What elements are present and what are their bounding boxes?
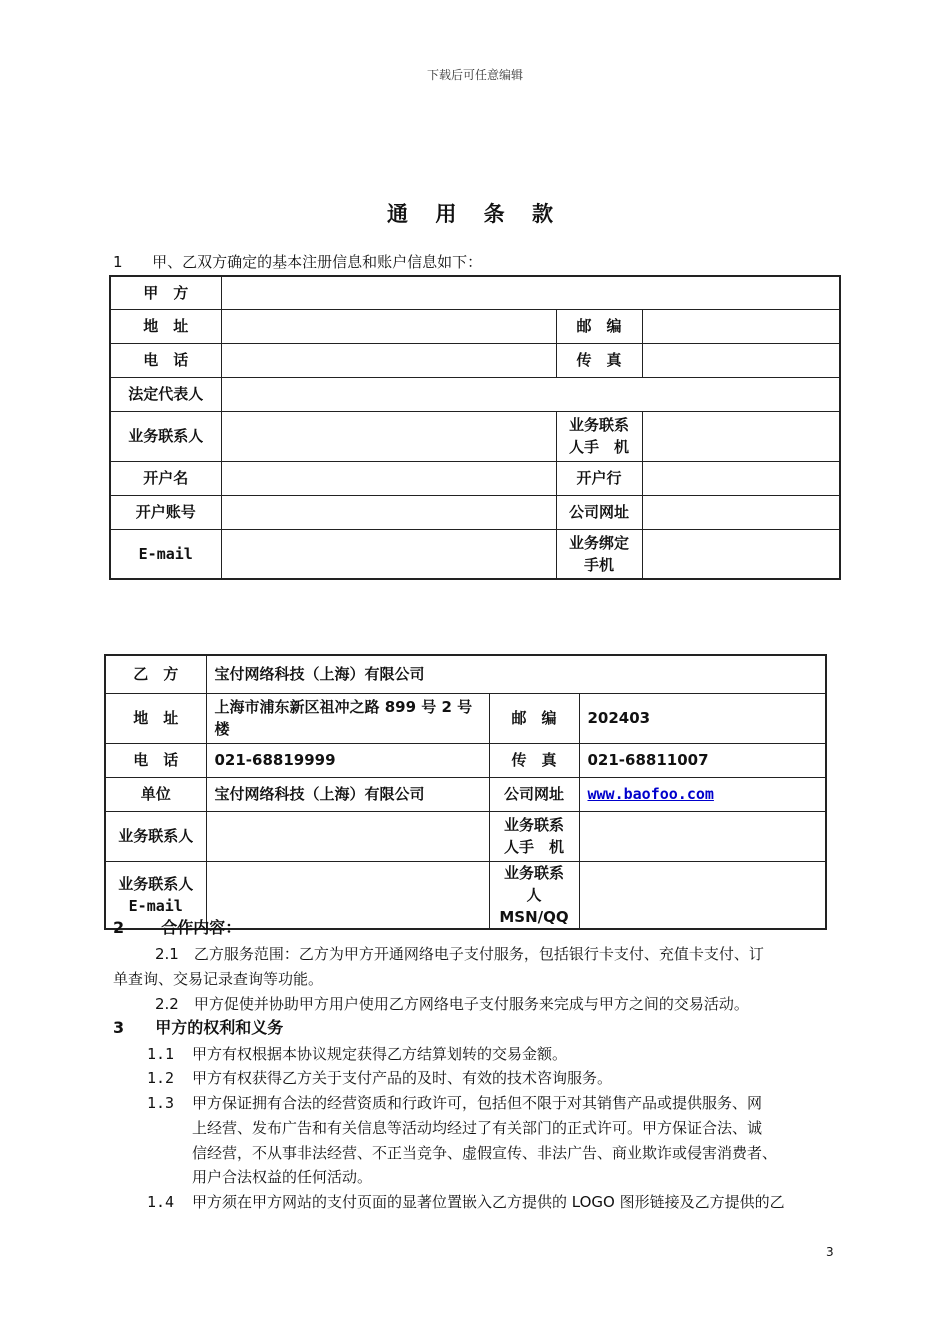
field-party-a[interactable] [221, 276, 840, 309]
label-bind-mobile [556, 529, 642, 579]
field-bind-mobile[interactable] [642, 529, 840, 579]
label-contact-mobile-b [489, 811, 579, 861]
section-2-number: 2 [113, 918, 125, 937]
section-1-number: 1 [113, 253, 123, 271]
label-unit-b: 单位 [105, 777, 206, 811]
label-contact-mobile-line2: 人手 机 [568, 438, 629, 456]
label-party-a: 甲 方 [110, 276, 221, 309]
label-website: 公司网址 [556, 495, 642, 529]
label-fax: 传 真 [556, 343, 642, 377]
field-contact-b[interactable] [206, 811, 489, 861]
page-title: 通 用 条 款 [387, 202, 563, 226]
clause-1-1 [147, 1044, 567, 1064]
party-b-info-table [104, 654, 827, 930]
value-phone-b: 021-68819999 [206, 743, 489, 777]
clause-1-2-text: 甲方有权获得乙方关于支付产品的及时、有效的技术咨询服务。 [192, 1069, 613, 1087]
field-contact-msn-b[interactable] [579, 861, 826, 929]
section-3-number: 3 [113, 1018, 125, 1037]
section-2-2: 2.2 甲方促使并协助甲方用户使用乙方网络电子支付服务来完成与甲方之间的交易活动。 [155, 995, 749, 1013]
clause-1-3-number: 1.3 [147, 1094, 175, 1112]
clause-1-1-number: 1.1 [147, 1045, 175, 1063]
label-contact-mobile [556, 411, 642, 461]
value-party-b: 宝付网络科技（上海）有限公司 [206, 655, 826, 693]
clause-1-2-number: 1.2 [147, 1069, 175, 1087]
field-fax[interactable] [642, 343, 840, 377]
value-unit-b: 宝付网络科技（上海）有限公司 [206, 777, 489, 811]
field-bank[interactable] [642, 461, 840, 495]
label-bind-mobile-line2: 手机 [583, 555, 614, 574]
field-contact-mobile[interactable] [642, 411, 840, 461]
label-account-name: 开户名 [110, 461, 221, 495]
label-bank: 开户行 [556, 461, 642, 495]
label-postcode: 邮 编 [556, 309, 642, 343]
value-fax-b: 021-68811007 [579, 743, 826, 777]
label-contact-msn-b-line1: 业务联系 [503, 863, 564, 882]
page-number: 3 [826, 1245, 834, 1259]
field-email[interactable] [221, 529, 556, 579]
clause-1-1-text: 甲方有权根据本协议规定获得乙方结算划转的交易金额。 [192, 1045, 568, 1063]
section-2-title: 合作内容： [161, 918, 242, 937]
label-contact-email-b-line2: E-mail [128, 896, 183, 915]
clause-1-3-line3: 信经营，不从事非法经营、不正当竞争、虚假宣传、非法广告、商业欺诈或侵害消费者、 [192, 1144, 778, 1162]
field-address[interactable] [221, 309, 556, 343]
clause-1-4 [147, 1192, 785, 1212]
field-contact-email-b[interactable] [206, 861, 489, 929]
value-address-b-line1: 上海市浦东新区祖冲之路 899 号 2 号 [214, 698, 473, 716]
label-address: 地 址 [110, 309, 221, 343]
label-address-b: 地 址 [105, 693, 206, 743]
page-header-note: 下载后可任意编辑 [426, 68, 523, 82]
field-phone[interactable] [221, 343, 556, 377]
value-website-b [579, 777, 826, 811]
clause-1-3 [147, 1093, 762, 1113]
label-contact-msn-b [489, 861, 579, 929]
label-contact-email-b-line1: 业务联系人 [118, 874, 194, 893]
label-contact-mobile-b-line2: 人手 机 [503, 838, 564, 856]
section-3-heading [113, 1018, 283, 1038]
value-address-b-line2: 楼 [214, 720, 230, 738]
field-postcode[interactable] [642, 309, 840, 343]
label-fax-b: 传 真 [489, 743, 579, 777]
label-contact-msn-b-line2: 人 MSN/QQ [499, 885, 569, 926]
label-contact-mobile-b-line1: 业务联系 [503, 816, 564, 834]
field-account-name[interactable] [221, 461, 556, 495]
label-contact-mobile-line1: 业务联系 [568, 416, 629, 434]
section-2-heading [113, 918, 241, 938]
section-2-1-line1: 2.1 乙方服务范围：乙方为甲方开通网络电子支付服务，包括银行卡支付、充值卡支付、订 [155, 945, 764, 963]
website-link[interactable]: www.baofoo.com [587, 785, 714, 803]
label-email: E-mail [110, 529, 221, 579]
field-legal-rep[interactable] [221, 377, 840, 411]
label-phone-b: 电 话 [105, 743, 206, 777]
section-3-title: 甲方的权利和义务 [155, 1018, 284, 1037]
field-website[interactable] [642, 495, 840, 529]
label-contact-b: 业务联系人 [105, 811, 206, 861]
field-account-no[interactable] [221, 495, 556, 529]
clause-1-2 [147, 1068, 612, 1088]
label-legal-rep: 法定代表人 [110, 377, 221, 411]
section-1 [113, 252, 482, 272]
value-postcode-b: 202403 [579, 693, 826, 743]
label-phone: 电 话 [110, 343, 221, 377]
clause-1-3-line1: 甲方保证拥有合法的经营资质和行政许可，包括但不限于对其销售产品或提供服务、网 [192, 1094, 763, 1112]
label-website-b: 公司网址 [489, 777, 579, 811]
clause-1-4-number: 1.4 [147, 1193, 175, 1211]
section-1-text: 甲、乙双方确定的基本注册信息和账户信息如下： [152, 253, 483, 271]
field-contact-mobile-b[interactable] [579, 811, 826, 861]
value-address-b [206, 693, 489, 743]
section-2-1-line2: 单查询、交易记录查询等功能。 [113, 970, 324, 988]
party-a-info-table [109, 275, 841, 580]
field-contact[interactable] [221, 411, 556, 461]
clause-1-3-line4: 用户合法权益的任何活动。 [192, 1168, 373, 1186]
label-contact: 业务联系人 [110, 411, 221, 461]
label-account-no: 开户账号 [110, 495, 221, 529]
clause-1-4-text: 甲方须在甲方网站的支付页面的显著位置嵌入乙方提供的 LOGO 图形链接及乙方提供的乙 [192, 1193, 785, 1211]
label-bind-mobile-line1: 业务绑定 [568, 533, 629, 552]
label-postcode-b: 邮 编 [489, 693, 579, 743]
clause-1-3-line2: 上经营、发布广告和有关信息等活动均经过了有关部门的正式许可。甲方保证合法、诚 [192, 1119, 763, 1137]
label-party-b: 乙 方 [105, 655, 206, 693]
